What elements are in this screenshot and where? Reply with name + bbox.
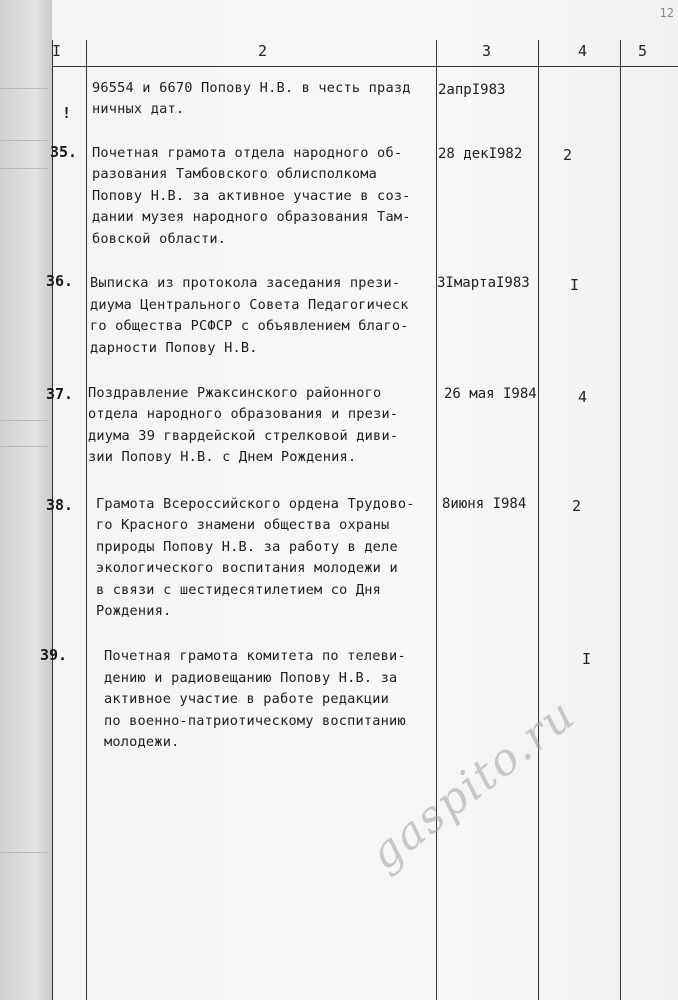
row-text-line: 96554 и 6670 Попову Н.В. в честь празд [92,80,411,96]
column-header-2: 2 [258,42,268,60]
row-text-line: Попову Н.В. за активное участие в соз- [92,188,411,204]
row-text-line: дению и радиовещанию Попову Н.В. за [104,670,398,686]
row-text-line: Рождения. [96,603,172,619]
column-divider [436,40,437,1000]
row-text-line: Почетная грамота отдела народного об- [92,145,403,161]
column-divider [52,40,53,1000]
row-text-line: разования Тамбовского облисполкома [92,166,378,182]
row-number: 39. [40,646,68,664]
row-text-line: активное участие в работе редакции [104,691,390,707]
row-text-line: природы Попову Н.В. за работу в деле [96,539,398,555]
row-count: 2 [563,146,573,164]
row-date: 3IмартаI983 [437,275,530,291]
row-text-line: дании музея народного образования Там- [92,209,411,225]
row-text-line: в связи с шестидесятилетием со Дня [96,582,382,598]
row-text-line: ничных дат. [92,101,185,117]
row-text-line: экологического воспитания молодежи и [96,560,398,576]
row-text-line: дарности Попову Н.В. [90,340,258,356]
row-text-line: бовской области. [92,231,227,247]
row-date: 26 мая I984 [444,386,537,402]
row-text-line: Почетная грамота комитета по телеви- [104,648,406,664]
row-date: 28 декI982 [438,146,523,162]
row-text-line: отдела народного образования и прези- [88,406,399,422]
row-text-line: по военно-патриотическому воспитанию [104,713,406,729]
underlying-page-edge [0,0,52,1000]
row-number: 35. [50,143,78,161]
page-number: 12 [659,6,674,20]
row-text-line: Выписка из протокола заседания прези- [90,275,401,291]
row-date: 8июня I984 [442,496,527,512]
row-number: ! [62,104,72,122]
row-number: 38. [46,496,74,514]
watermark: gaspito.ru [360,688,586,881]
row-number: 37. [46,385,74,403]
column-header-4: 4 [578,42,588,60]
row-count: 4 [578,388,588,406]
row-text-line: Грамота Всероссийского ордена Трудово- [96,496,415,512]
row-text-line: го общества РСФСР с объявлением благо- [90,318,409,334]
column-divider [86,40,87,1000]
row-text-line: диума Центрального Совета Педагогическ [90,297,409,313]
row-count: I [570,276,580,294]
row-text-line: диума 39 гвардейской стрелковой диви- [88,428,399,444]
column-header-5: 5 [638,42,648,60]
row-text-line: зии Попову Н.В. с Днем Рождения. [88,449,357,465]
row-count: I [582,650,592,668]
row-text-line: Поздравление Ржаксинского районного [88,385,382,401]
header-divider [52,66,678,67]
column-divider [620,40,621,1000]
column-header-1: I [52,42,62,60]
column-divider [538,40,539,1000]
row-text-line: го Красного знамени общества охраны [96,517,390,533]
column-header-3: 3 [482,42,492,60]
row-count: 2 [572,497,582,515]
row-number: 36. [46,272,74,290]
row-text-line: молодежи. [104,734,180,750]
row-date: 2апрI983 [438,82,506,98]
